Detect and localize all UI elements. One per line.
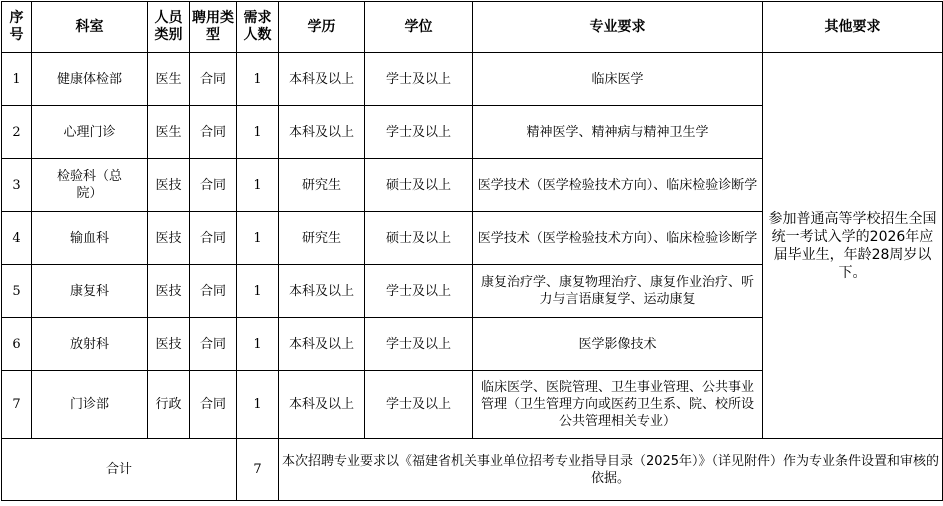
row-no: 2 <box>2 106 32 159</box>
row-education: 研究生 <box>279 212 365 265</box>
header-dept: 科室 <box>32 2 148 53</box>
row-no: 6 <box>2 318 32 371</box>
row-dept: 门诊部 <box>32 371 148 439</box>
row-employment: 合同 <box>190 265 237 318</box>
row-degree: 学士及以上 <box>365 265 473 318</box>
row-no: 7 <box>2 371 32 439</box>
total-row <box>2 439 943 501</box>
row-category: 医技 <box>148 159 190 212</box>
row-category: 医生 <box>148 53 190 106</box>
row-employment: 合同 <box>190 371 237 439</box>
row-no: 4 <box>2 212 32 265</box>
header-count: 需求人数 <box>237 2 279 53</box>
header-major: 专业要求 <box>473 2 763 53</box>
row-major: 医学技术（医学检验技术方向）、临床检验诊断学 <box>473 159 763 212</box>
header-no: 序号 <box>2 2 32 53</box>
row-degree: 硕士及以上 <box>365 159 473 212</box>
row-count: 1 <box>237 371 279 439</box>
row-degree: 学士及以上 <box>365 53 473 106</box>
row-category: 医生 <box>148 106 190 159</box>
row-dept: 输血科 <box>32 212 148 265</box>
row-major: 康复治疗学、康复物理治疗、康复作业治疗、听力与言语康复学、运动康复 <box>473 265 763 318</box>
row-education: 本科及以上 <box>279 318 365 371</box>
other-requirement: 参加普通高等学校招生全国统一考试入学的2026年应届毕业生，年龄28周岁以下。 <box>763 53 943 439</box>
row-employment: 合同 <box>190 53 237 106</box>
header-employment: 聘用类型 <box>190 2 237 53</box>
row-major: 临床医学、医院管理、卫生事业管理、公共事业管理（卫生管理方向或医药卫生系、院、校所设公共管理相关专业） <box>473 371 763 439</box>
total-count: 7 <box>237 439 279 501</box>
header-row <box>2 2 943 53</box>
row-education: 本科及以上 <box>279 106 365 159</box>
total-label: 合计 <box>2 439 237 501</box>
row-education: 本科及以上 <box>279 371 365 439</box>
row-degree: 学士及以上 <box>365 371 473 439</box>
header-education: 学历 <box>279 2 365 53</box>
row-employment: 合同 <box>190 159 237 212</box>
row-no: 3 <box>2 159 32 212</box>
row-education: 本科及以上 <box>279 53 365 106</box>
row-dept: 康复科 <box>32 265 148 318</box>
table-row <box>2 53 943 106</box>
row-education: 研究生 <box>279 159 365 212</box>
row-dept: 放射科 <box>32 318 148 371</box>
row-no: 1 <box>2 53 32 106</box>
row-degree: 硕士及以上 <box>365 212 473 265</box>
row-employment: 合同 <box>190 318 237 371</box>
row-count: 1 <box>237 159 279 212</box>
row-major: 医学影像技术 <box>473 318 763 371</box>
row-category: 行政 <box>148 371 190 439</box>
row-count: 1 <box>237 53 279 106</box>
header-degree: 学位 <box>365 2 473 53</box>
row-dept: 心理门诊 <box>32 106 148 159</box>
row-major: 临床医学 <box>473 53 763 106</box>
row-count: 1 <box>237 106 279 159</box>
header-category: 人员类别 <box>148 2 190 53</box>
row-employment: 合同 <box>190 106 237 159</box>
row-no: 5 <box>2 265 32 318</box>
row-category: 医技 <box>148 265 190 318</box>
row-count: 1 <box>237 212 279 265</box>
row-count: 1 <box>237 318 279 371</box>
recruitment-table <box>1 1 943 501</box>
row-category: 医技 <box>148 318 190 371</box>
header-other: 其他要求 <box>763 2 943 53</box>
row-major: 精神医学、精神病与精神卫生学 <box>473 106 763 159</box>
row-degree: 学士及以上 <box>365 106 473 159</box>
row-dept: 检验科（总院） <box>32 159 148 212</box>
row-major: 医学技术（医学检验技术方向）、临床检验诊断学 <box>473 212 763 265</box>
footer-note: 本次招聘专业要求以《福建省机关事业单位招考专业指导目录（2025年）》（详见附件）作为专业条件设置和审核的依据。 <box>279 439 943 501</box>
row-education: 本科及以上 <box>279 265 365 318</box>
row-degree: 学士及以上 <box>365 318 473 371</box>
row-dept: 健康体检部 <box>32 53 148 106</box>
row-category: 医技 <box>148 212 190 265</box>
row-count: 1 <box>237 265 279 318</box>
row-employment: 合同 <box>190 212 237 265</box>
